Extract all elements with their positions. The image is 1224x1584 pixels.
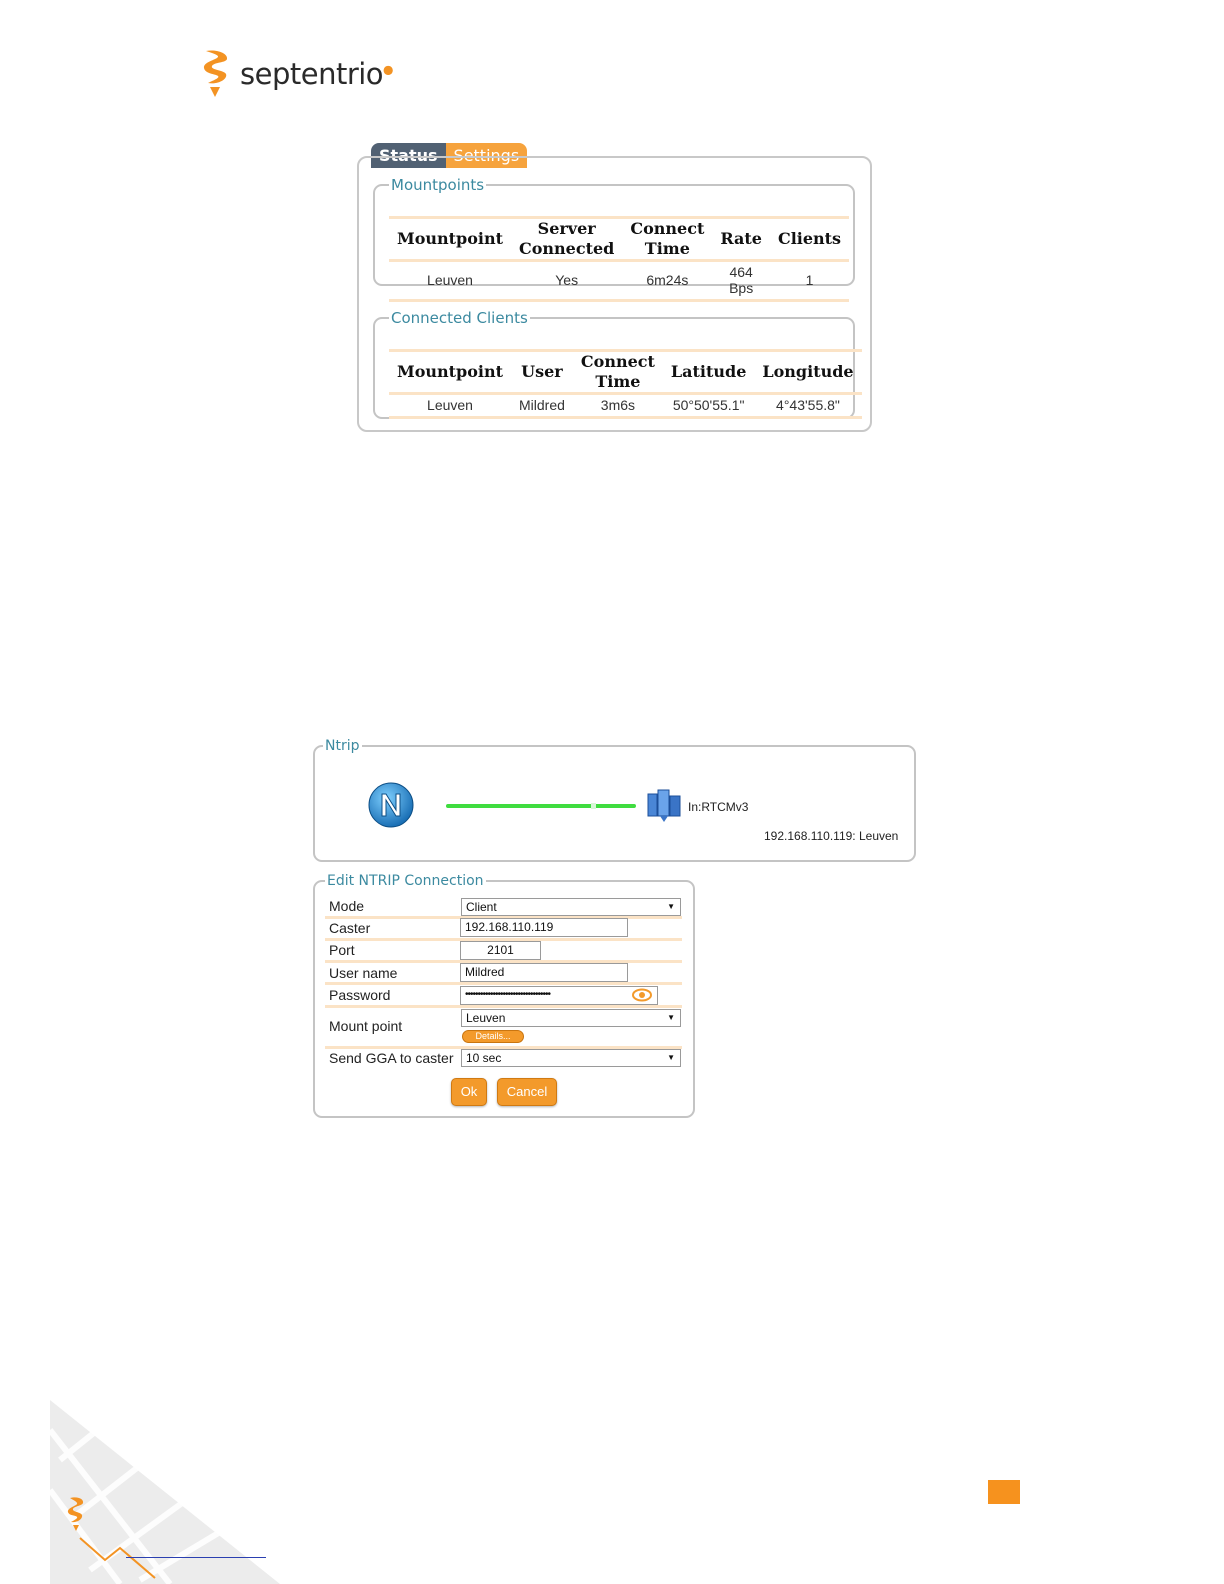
connected-clients-group [373, 309, 855, 419]
cell-latitude: 50°50'55.1" [663, 394, 754, 418]
eye-icon[interactable] [632, 988, 652, 1002]
caster-server-icon[interactable] [646, 788, 684, 824]
cell-mountpoint: Leuven [389, 394, 511, 418]
col-mountpoint: Mountpoint [389, 218, 511, 261]
cell-rate: 464 Bps [712, 261, 770, 301]
page-number-marker [988, 1480, 1020, 1504]
col-user: User [511, 351, 573, 394]
col-latitude: Latitude [663, 351, 754, 394]
clients-header-row [389, 351, 862, 394]
mountpoints-legend: Mountpoints [391, 176, 485, 194]
col-connect-time: Connect Time [622, 218, 712, 261]
footer-link-underline [126, 1557, 266, 1558]
col-connect-time: Connect Time [573, 351, 663, 394]
mode-label: Mode [329, 898, 365, 914]
port-input[interactable]: 2101 [460, 941, 541, 960]
username-input[interactable]: Mildred [460, 963, 628, 982]
col-clients: Clients [770, 218, 849, 261]
cell-mountpoint: Leuven [389, 261, 511, 301]
cell-clients: 1 [770, 261, 849, 301]
password-label: Password [329, 987, 391, 1003]
details-button[interactable]: Details... [462, 1030, 524, 1043]
caster-label: Caster [329, 920, 371, 936]
clients-table [389, 349, 862, 419]
cell-connect-time: 6m24s [622, 261, 712, 301]
password-input[interactable]: •••••••••••••••••••••••••••••••••• [460, 986, 658, 1005]
caster-address-label: 192.168.110.119: Leuven [764, 829, 899, 843]
septentrio-logo-icon [202, 49, 232, 99]
edit-ntrip-legend: Edit NTRIP Connection [327, 873, 484, 889]
tab-status[interactable]: Status [371, 143, 446, 168]
ntrip-legend: Ntrip [325, 738, 360, 754]
caster-input[interactable]: 192.168.110.119 [460, 918, 628, 937]
connection-link-line [446, 804, 636, 808]
port-label: Port [329, 942, 355, 958]
gga-label: Send GGA to caster [329, 1050, 454, 1066]
brand-wordmark: septentrio● [240, 57, 394, 91]
table-row [389, 261, 849, 301]
col-mountpoint: Mountpoint [389, 351, 511, 394]
septentrio-logo [202, 48, 393, 100]
connected-clients-legend: Connected Clients [391, 309, 528, 327]
col-longitude: Longitude [754, 351, 861, 394]
mountpoint-label: Mount point [329, 1018, 403, 1034]
cell-longitude: 4°43'55.8" [754, 394, 861, 418]
stream-format-label: In:RTCMv3 [688, 800, 749, 814]
mountpoints-group [373, 176, 855, 296]
mountpoints-table [389, 216, 849, 302]
username-label: User name [329, 965, 398, 981]
col-server-connected: Server Connected [511, 218, 622, 261]
mountpoint-select[interactable]: Leuven ▼ [461, 1009, 681, 1027]
col-rate: Rate [712, 218, 770, 261]
cell-connect-time: 3m6s [573, 394, 663, 418]
tab-settings[interactable]: Settings [446, 143, 528, 168]
table-row [389, 394, 862, 418]
mountpoints-header-row [389, 218, 849, 261]
mode-select[interactable]: Client ▼ [461, 898, 681, 916]
gga-select[interactable]: 10 sec ▼ [461, 1049, 681, 1067]
cell-server-connected: Yes [511, 261, 622, 301]
ok-button[interactable]: Ok [451, 1078, 487, 1106]
cell-user: Mildred [511, 394, 573, 418]
cancel-button[interactable]: Cancel [497, 1078, 557, 1106]
connection-link-marker [591, 803, 596, 809]
ntrip-n-icon[interactable] [368, 782, 414, 828]
